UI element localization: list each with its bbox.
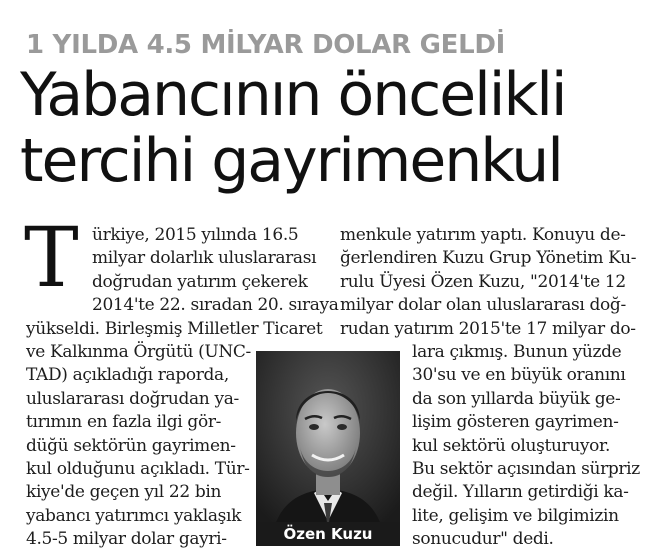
drop-cap: T: [24, 211, 79, 306]
text-line: milyar dolar olan uluslararası doğ-: [340, 295, 626, 316]
col1-full-text: [26, 318, 322, 341]
col1-rest-text: [26, 341, 251, 552]
photo-caption: Özen Kuzu: [256, 522, 400, 546]
article-headline: [20, 62, 660, 194]
text-line: lara çıkmış. Bunun yüzde: [412, 342, 622, 362]
portrait-image: [256, 351, 400, 546]
text-line: milyar dolarlık uluslararası: [92, 248, 317, 269]
article-kicker: 1 YILDA 4.5 MİLYAR DOLAR GELDİ: [26, 30, 506, 60]
text-line: yükseldi. Birleşmiş Milletler Ticaret: [26, 318, 323, 339]
headline-line-1: Yabancının öncelikli: [20, 60, 566, 130]
text-line: 30'su ve en büyük oranını: [412, 365, 626, 386]
text-line: yabancı yatırımcı yaklaşık: [26, 505, 242, 526]
text-line: kul olduğunu açıkladı. Tür-: [26, 458, 250, 479]
text-line: düğü sektörün gayrimen-: [26, 435, 236, 456]
headline-line-2: tercihi gayrimenkul: [20, 126, 562, 196]
portrait-photo: [256, 351, 400, 546]
text-line: da son yıllarda büyük ge-: [412, 388, 621, 409]
text-line: lite, gelişim ve bilgimizin: [412, 505, 619, 526]
text-line: kiye'de geçen yıl 22 bin: [26, 482, 222, 503]
text-line: ğerlendiren Kuzu Grup Yönetim Ku-: [340, 248, 637, 269]
text-line: ve Kalkınma Örgütü (UNC-: [26, 342, 251, 362]
text-line: Bu sektör açısından sürpriz: [412, 458, 640, 479]
text-line: değil. Yılların getirdiği ka-: [412, 482, 629, 503]
text-line: ürkiye, 2015 yılında 16.5: [92, 225, 299, 245]
text-line: uluslararası doğrudan ya-: [26, 388, 239, 409]
text-line: tırımın en fazla ilgi gör-: [26, 412, 221, 433]
text-line: menkule yatırım yaptı. Konuyu de-: [340, 225, 626, 245]
text-line: sonucudur" dedi.: [412, 529, 554, 550]
text-line: 2014'te 22. sıradan 20. sıraya: [92, 295, 339, 316]
col2-rest-text: [412, 341, 640, 552]
text-line: 4.5-5 milyar dolar gayri-: [26, 529, 227, 550]
text-line: kul sektörü oluşturuyor.: [412, 435, 611, 456]
text-line: doğrudan yatırım çekerek: [92, 271, 308, 292]
text-line: rudan yatırım 2015'te 17 milyar do-: [340, 318, 636, 339]
text-line: TAD) açıkladığı raporda,: [26, 365, 229, 386]
col2-top-text: [340, 224, 636, 341]
text-line: rulu Üyesi Özen Kuzu, "2014'te 12: [340, 271, 626, 292]
col1-head-text: [92, 224, 339, 318]
text-line: lişim gösteren gayrimen-: [412, 412, 619, 433]
